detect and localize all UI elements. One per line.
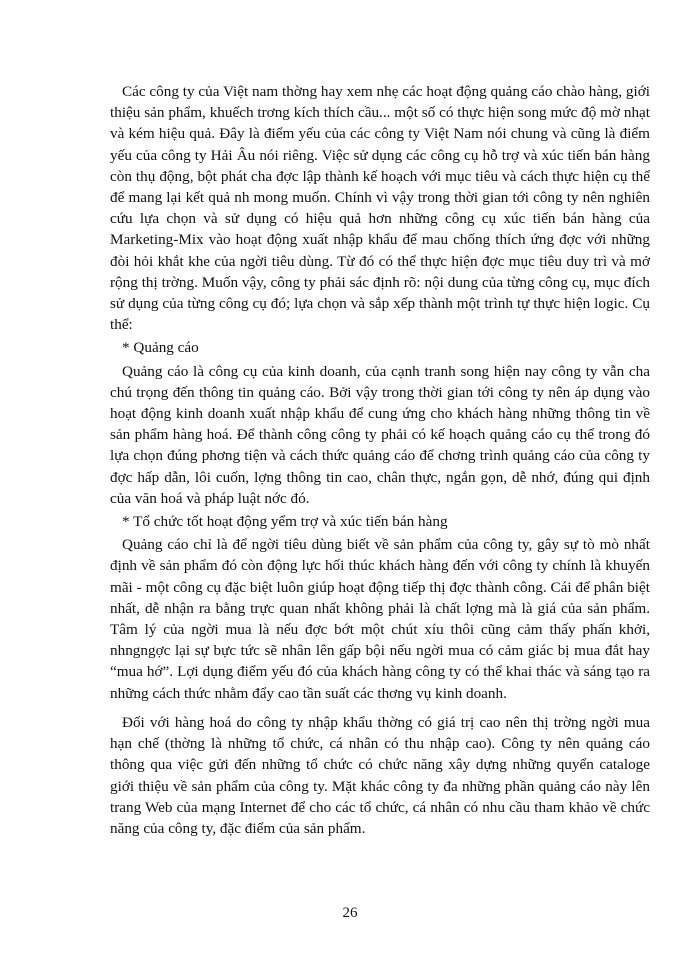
heading-advertising: * Quảng cáo xyxy=(122,339,199,357)
paragraph-advertising: Quảng cáo là công cụ của kinh doanh, của cạnh tranh song hiện nay công ty vẫn cha chú trọng đến thông tin quảng cáo. Bởi vậy trong thời gian tới công ty nên áp dụng vào hoạt động kinh doanh xuất nhập khẩu để cung ứng cho khách hàng những thông tin về sản phẩm hàng hoá. Để thành công công ty phải có kế hoạch quảng cáo cụ thể trong đó lựa chọn đúng phơng tiện và cách thức quảng cáo để chơng trình quảng cáo của công ty đợc hấp dẫn, lôi cuốn, lợng thông tin cao, chân thực, ngắn gọn, dễ nhớ, đúng qui định của văn hoá và pháp luật nớc đó. xyxy=(110,362,650,507)
body-text xyxy=(110,81,650,839)
paragraph-imported-goods: Đối với hàng hoá do công ty nhập khẩu thờng có giá trị cao nên thị trờng ngời mua hạn chế (thờng là những tổ chức, cá nhân có thu nhập cao). Công ty nên quảng cáo thông qua việc gửi đến những tổ chức có chức năng xây dựng những quyển cataloge giới thiệu về sản phẩm của công ty. Mặt khác công ty đa những phần quảng cáo này lên trang Web của mạng Internet để cho các tổ chức, cá nhân có nhu cầu tham khảo về chức năng của công ty, đặc điểm của sản phẩm. xyxy=(110,713,650,837)
paragraph-sales-promotion: Quảng cáo chỉ là để ngời tiêu dùng biết về sản phẩm của công ty, gây sự tò mò nhất định về sản phẩm đó còn động lực hối thúc khách hàng đến với công ty chính là khuyến mãi - một công cụ đặc biệt luôn giúp hoạt động tiếp thị đợc thành công. Cái để phân biệt nhất, dễ nhận ra bằng trực quan nhất không phải là chất lợng mà là giá của sản phẩm. Tâm lý của ngời mua là nếu đợc bớt một chút xíu thôi cũng cảm thấy phấn khởi, nhngngợc lại sự bực tức sẽ nhân lên gấp bội nếu ngời mua có cảm giác bị mua đắt hay “mua hớ”. Lợi dụng điểm yếu đó của khách hàng công ty có thể khai thác và sáng tạo ra những cách thức nhằm đẩy cao tần suất các thơng vụ kinh doanh. xyxy=(110,536,650,702)
paragraph-intro: Các công ty của Việt nam thờng hay xem nhẹ các hoạt động quảng cáo chào hàng, giới thiệu sản phẩm, khuếch trơng kích thích cầu... một số có thực hiện song mức độ mờ nhạt và kém hiệu quả. Đây là điểm yếu của các công ty Việt Nam nói chung và cũng là điểm yếu của công ty Hải Âu nói riêng. Việc sử dụng các công cụ hỗ trợ và xúc tiến bán hàng còn thụ động, bột phát cha đợc lập thành kế hoạch với mục tiêu và cách thực hiện cụ thể để mang lại kết quả nh mong muốn. Chính vì vậy trong thời gian tới công ty nên nghiên cứu lựa chọn và sử dụng có hiệu quả hơn những công cụ xúc tiến bán hàng của Marketing-Mix vào hoạt động xuất nhập khẩu để mau chống thích ứng đợc với những đòi hỏi khắt khe của ngời tiêu dùng. Từ đó có thể thực hiện đợc mục tiêu duy trì và mở rộng thị trờng. Muốn vậy, công ty phải sác định rõ: nội dung của từng công cụ, mục đích sử dụng của từng công cụ đó; lựa chọn và sắp xếp thành một trình tự thực hiện logic. Cụ thể: xyxy=(110,83,650,334)
heading-sales-promotion: * Tổ chức tốt hoạt động yểm trợ và xúc tiến bán hàng xyxy=(122,513,448,531)
page-number: 26 xyxy=(342,905,358,921)
